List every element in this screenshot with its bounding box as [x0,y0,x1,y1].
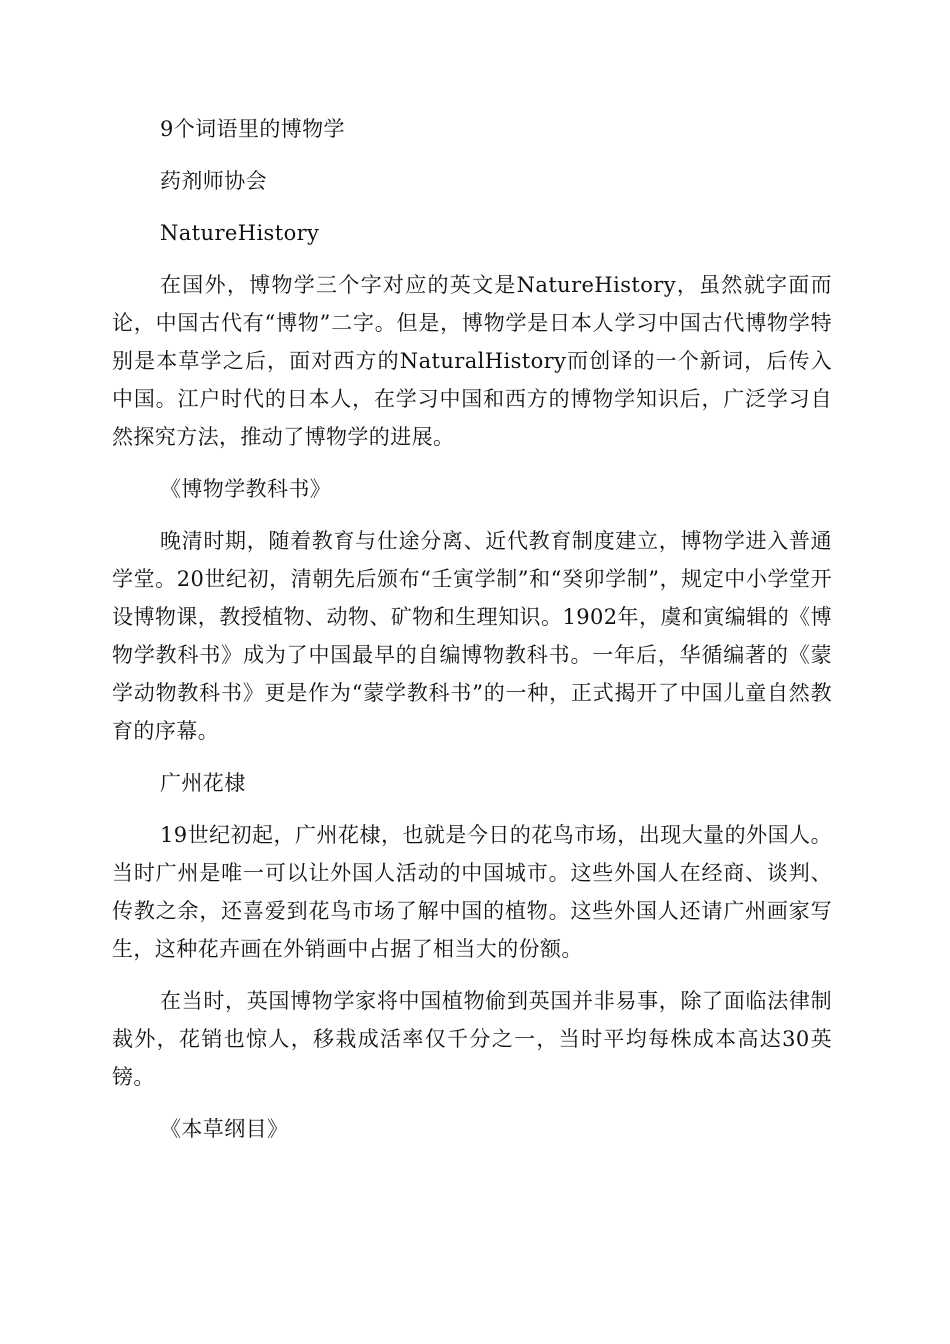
section-heading-textbook: 《博物学教科书》 [160,477,332,501]
paragraph-naturehistory: 在国外，博物学三个字对应的英文是NatureHistory，虽然就字面而论，中国古代有“博物”二字。但是，博物学是日本人学习中国古代博物学特别是本草学之后，面对西方的NaturalHistory而创译的一个新词，后传入中国。江户时代的日本人，在学习中国和西方的博物学知识后，广泛学习自然探究方法，推动了博物学的进展。 [112,273,832,449]
article-title: 9个词语里的博物学 [160,117,345,141]
paragraph-guangzhou-1: 19世纪初起，广州花棣，也就是今日的花鸟市场，出现大量的外国人。当时广州是唯一可以让外国人活动的中国城市。这些外国人在经商、谈判、传教之余，还喜爱到花鸟市场了解中国的植物。这些外国人还请广州画家写生，这种花卉画在外销画中占据了相当大的份额。 [112,823,832,961]
paragraph-guangzhou-2: 在当时，英国博物学家将中国植物偷到英国并非易事，除了面临法律制裁外，花销也惊人，移栽成活率仅千分之一，当时平均每株成本高达30英镑。 [112,989,832,1089]
paragraph-textbook: 晚清时期，随着教育与仕途分离、近代教育制度建立，博物学进入普通学堂。20世纪初，清朝先后颁布“壬寅学制”和“癸卯学制”，规定中小学堂开设博物课，教授植物、动物、矿物和生理知识。1902年，虞和寅编辑的《博物学教科书》成为了中国最早的自编博物教科书。一年后，华循编著的《蒙学动物教科书》更是作为“蒙学教科书”的一种，正式揭开了中国儿童自然教育的序幕。 [112,529,832,743]
author-line: 药剂师协会 [160,169,267,193]
section-heading-naturehistory: NatureHistory [160,221,320,245]
document-body [112,110,832,1162]
section-heading-guangzhou: 广州花棣 [160,771,246,795]
section-heading-bencao: 《本草纲目》 [160,1117,289,1141]
